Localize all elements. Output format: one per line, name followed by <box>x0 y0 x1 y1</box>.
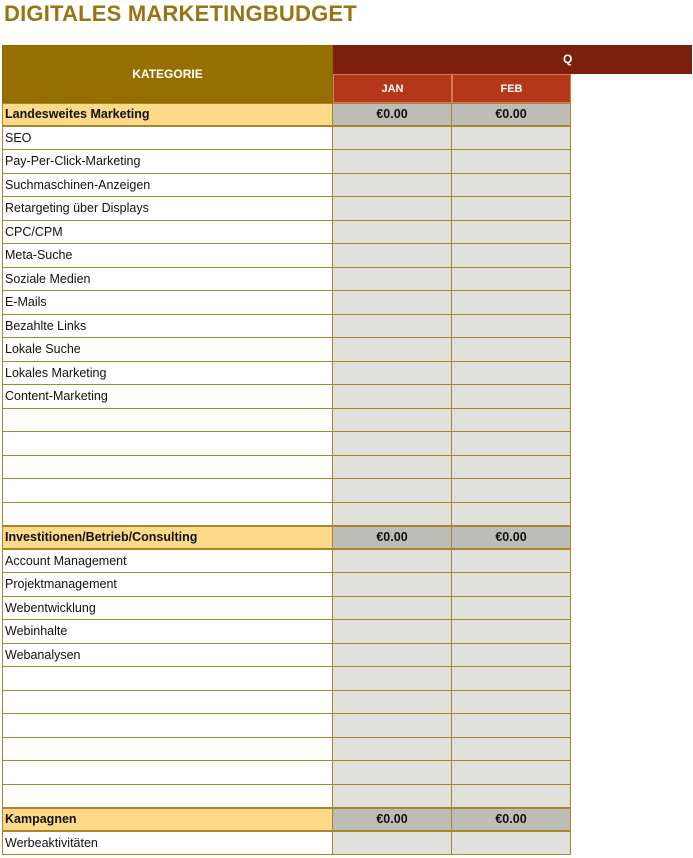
line-item-row <box>2 761 572 785</box>
line-item-label[interactable]: Webentwicklung <box>2 597 333 621</box>
line-item-row <box>2 338 572 362</box>
line-item-feb-cell[interactable] <box>452 503 571 527</box>
line-item-feb-cell[interactable] <box>452 573 571 597</box>
line-item-feb-cell[interactable] <box>452 644 571 668</box>
line-item-jan-cell[interactable] <box>333 291 452 315</box>
section-title[interactable]: Investitionen/Betrieb/Consulting <box>2 526 333 550</box>
line-item-row <box>2 244 572 268</box>
line-item-label[interactable]: Suchmaschinen-Anzeigen <box>2 174 333 198</box>
line-item-jan-cell[interactable] <box>333 315 452 339</box>
line-item-feb-cell[interactable] <box>452 127 571 151</box>
line-item-row <box>2 573 572 597</box>
line-item-row <box>2 503 572 527</box>
line-item-row <box>2 644 572 668</box>
line-item-feb-cell[interactable] <box>452 150 571 174</box>
line-item-label[interactable] <box>2 479 333 503</box>
line-item-label[interactable]: Retargeting über Displays <box>2 197 333 221</box>
line-item-feb-cell[interactable] <box>452 479 571 503</box>
section-row <box>2 103 572 127</box>
line-item-feb-cell[interactable] <box>452 221 571 245</box>
line-item-jan-cell[interactable] <box>333 456 452 480</box>
line-item-feb-cell[interactable] <box>452 244 571 268</box>
month-header-feb: FEB <box>452 74 571 103</box>
line-item-jan-cell[interactable] <box>333 597 452 621</box>
category-header: KATEGORIE <box>2 45 333 103</box>
line-item-label[interactable] <box>2 503 333 527</box>
line-item-row <box>2 785 572 809</box>
line-item-feb-cell[interactable] <box>452 550 571 574</box>
line-item-label[interactable]: Lokales Marketing <box>2 362 333 386</box>
line-item-feb-cell[interactable] <box>452 338 571 362</box>
line-item-jan-cell[interactable] <box>333 573 452 597</box>
line-item-label[interactable]: Webinhalte <box>2 620 333 644</box>
line-item-feb-cell[interactable] <box>452 714 571 738</box>
line-item-label[interactable] <box>2 691 333 715</box>
line-item-jan-cell[interactable] <box>333 667 452 691</box>
line-item-row <box>2 150 572 174</box>
line-item-feb-cell[interactable] <box>452 691 571 715</box>
line-item-row <box>2 362 572 386</box>
line-item-feb-cell[interactable] <box>452 620 571 644</box>
line-item-jan-cell[interactable] <box>333 644 452 668</box>
line-item-row <box>2 456 572 480</box>
section-title[interactable]: Landesweites Marketing <box>2 103 333 127</box>
line-item-row <box>2 127 572 151</box>
line-item-jan-cell[interactable] <box>333 761 452 785</box>
budget-rows <box>2 103 572 855</box>
line-item-row <box>2 479 572 503</box>
line-item-row <box>2 620 572 644</box>
line-item-jan-cell[interactable] <box>333 550 452 574</box>
line-item-feb-cell[interactable] <box>452 362 571 386</box>
line-item-label[interactable] <box>2 738 333 762</box>
section-total-jan[interactable]: €0.00 <box>333 103 452 127</box>
line-item-feb-cell[interactable] <box>452 409 571 433</box>
line-item-feb-cell[interactable] <box>452 738 571 762</box>
line-item-jan-cell[interactable] <box>333 832 452 856</box>
line-item-feb-cell[interactable] <box>452 174 571 198</box>
line-item-label[interactable]: Webanalysen <box>2 644 333 668</box>
line-item-jan-cell[interactable] <box>333 127 452 151</box>
line-item-feb-cell[interactable] <box>452 385 571 409</box>
line-item-feb-cell[interactable] <box>452 832 571 856</box>
line-item-feb-cell[interactable] <box>452 315 571 339</box>
line-item-jan-cell[interactable] <box>333 150 452 174</box>
line-item-row <box>2 667 572 691</box>
line-item-jan-cell[interactable] <box>333 362 452 386</box>
line-item-row <box>2 691 572 715</box>
section-total-feb[interactable]: €0.00 <box>452 103 571 127</box>
line-item-row <box>2 409 572 433</box>
line-item-label[interactable]: CPC/CPM <box>2 221 333 245</box>
line-item-feb-cell[interactable] <box>452 197 571 221</box>
line-item-jan-cell[interactable] <box>333 221 452 245</box>
line-item-jan-cell[interactable] <box>333 197 452 221</box>
line-item-label[interactable] <box>2 714 333 738</box>
line-item-row <box>2 432 572 456</box>
line-item-label[interactable]: Meta-Suche <box>2 244 333 268</box>
line-item-row <box>2 174 572 198</box>
line-item-jan-cell[interactable] <box>333 409 452 433</box>
line-item-jan-cell[interactable] <box>333 785 452 809</box>
line-item-label[interactable]: Lokale Suche <box>2 338 333 362</box>
line-item-row <box>2 315 572 339</box>
quarter-label: Q <box>563 52 573 66</box>
line-item-label[interactable]: E-Mails <box>2 291 333 315</box>
quarter-header <box>333 45 692 74</box>
line-item-feb-cell[interactable] <box>452 456 571 480</box>
line-item-jan-cell[interactable] <box>333 244 452 268</box>
line-item-label[interactable]: Pay-Per-Click-Marketing <box>2 150 333 174</box>
line-item-jan-cell[interactable] <box>333 174 452 198</box>
line-item-feb-cell[interactable] <box>452 761 571 785</box>
section-total-jan[interactable]: €0.00 <box>333 808 452 832</box>
line-item-jan-cell[interactable] <box>333 479 452 503</box>
line-item-row <box>2 714 572 738</box>
line-item-jan-cell[interactable] <box>333 268 452 292</box>
line-item-label[interactable] <box>2 409 333 433</box>
line-item-label[interactable] <box>2 785 333 809</box>
line-item-jan-cell[interactable] <box>333 432 452 456</box>
line-item-row <box>2 268 572 292</box>
line-item-jan-cell[interactable] <box>333 385 452 409</box>
line-item-jan-cell[interactable] <box>333 620 452 644</box>
page-title: DIGITALES MARKETINGBUDGET <box>4 1 357 26</box>
line-item-label[interactable] <box>2 456 333 480</box>
line-item-row <box>2 221 572 245</box>
line-item-label[interactable]: Bezahlte Links <box>2 315 333 339</box>
line-item-label[interactable]: Account Management <box>2 550 333 574</box>
line-item-row <box>2 291 572 315</box>
line-item-row <box>2 832 572 856</box>
line-item-jan-cell[interactable] <box>333 714 452 738</box>
line-item-jan-cell[interactable] <box>333 738 452 762</box>
month-header-jan: JAN <box>333 74 452 103</box>
line-item-row <box>2 597 572 621</box>
line-item-row <box>2 385 572 409</box>
section-total-feb[interactable]: €0.00 <box>452 808 571 832</box>
line-item-label[interactable]: Werbeaktivitäten <box>2 832 333 856</box>
budget-sheet <box>2 45 692 858</box>
line-item-feb-cell[interactable] <box>452 785 571 809</box>
line-item-label[interactable]: Projektmanagement <box>2 573 333 597</box>
line-item-label[interactable] <box>2 761 333 785</box>
section-row <box>2 808 572 832</box>
line-item-feb-cell[interactable] <box>452 597 571 621</box>
line-item-feb-cell[interactable] <box>452 432 571 456</box>
line-item-jan-cell[interactable] <box>333 691 452 715</box>
line-item-label[interactable]: Content-Marketing <box>2 385 333 409</box>
section-title[interactable]: Kampagnen <box>2 808 333 832</box>
line-item-jan-cell[interactable] <box>333 503 452 527</box>
line-item-jan-cell[interactable] <box>333 338 452 362</box>
line-item-label[interactable]: Soziale Medien <box>2 268 333 292</box>
section-total-jan[interactable]: €0.00 <box>333 526 452 550</box>
line-item-feb-cell[interactable] <box>452 268 571 292</box>
line-item-row <box>2 738 572 762</box>
line-item-row <box>2 197 572 221</box>
section-row <box>2 526 572 550</box>
line-item-label[interactable] <box>2 432 333 456</box>
line-item-label[interactable] <box>2 667 333 691</box>
line-item-label[interactable]: SEO <box>2 127 333 151</box>
section-total-feb[interactable]: €0.00 <box>452 526 571 550</box>
line-item-feb-cell[interactable] <box>452 667 571 691</box>
line-item-feb-cell[interactable] <box>452 291 571 315</box>
line-item-row <box>2 550 572 574</box>
